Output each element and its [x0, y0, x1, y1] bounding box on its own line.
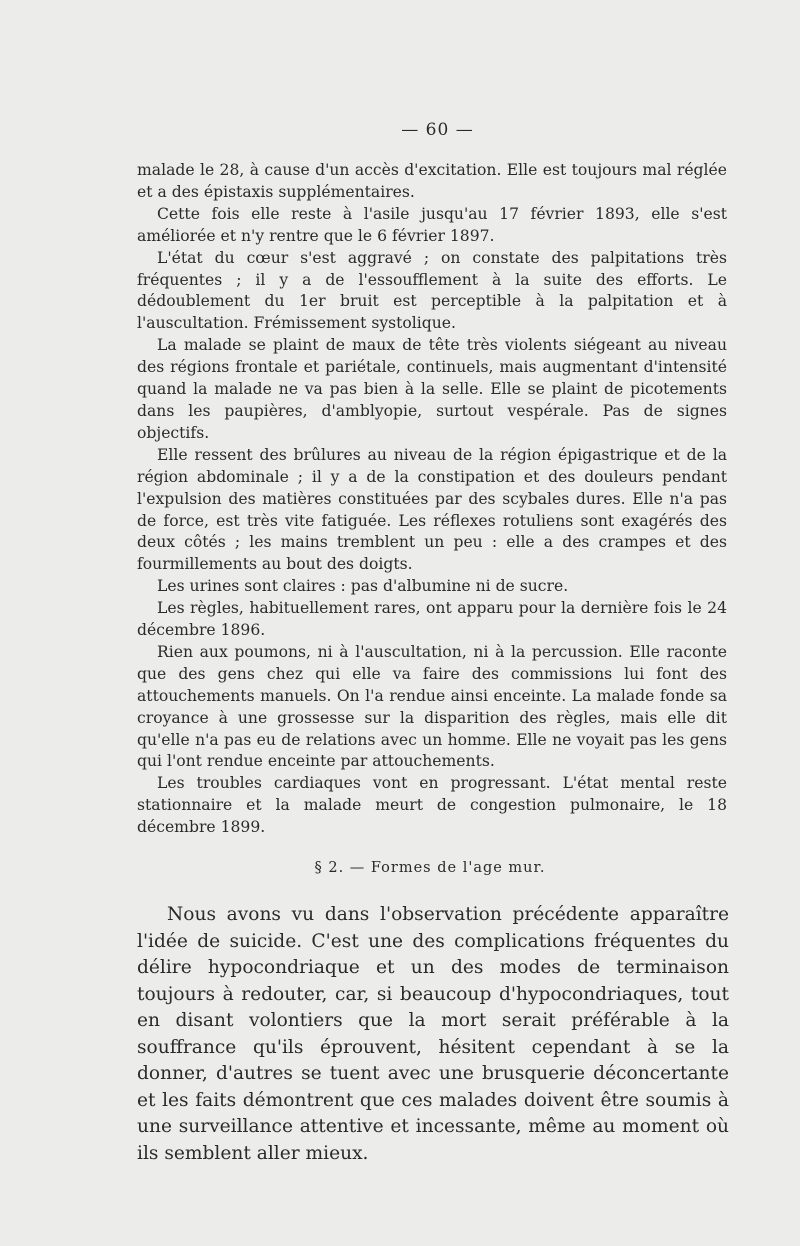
paragraph: Les règles, habituellement rares, ont apparu pour la dernière fois le 24 décembre 1896. [137, 599, 727, 640]
paragraph: Rien aux poumons, ni à l'auscultation, ni à la percussion. Elle raconte que des gens chez qui elle va faire des commissions lui font des attouchements manuels. On l'a rendue ainsi enceinte. La malade fonde sa croyance à une grossesse sur la disparition des règles, mais elle dit qu'elle n'a pas eu de relations avec un homme. Elle ne voyait pas les gens qui l'ont rendue enceinte par attouchements. [137, 642, 727, 771]
paragraph: Les troubles cardiaques vont en progressant. L'état mental reste stationnaire et la malade meurt de congestion pulmonaire, le 18 décembre 1899. [137, 774, 727, 837]
paragraph: Nous avons vu dans l'observation précédente apparaître l'idée de suicide. C'est une des complications fréquentes du délire hypocondriaque et un des modes de terminaison toujours à redouter, car, si beaucoup d'hypocondriaques, tout en disant volontiers que la mort serait préférable à la souffrance qu'ils éprouvent, hésitent cependant à se la donner, d'autres se tuent avec une brusquerie déconcertante et les faits démontrent que ces malades doivent être soumis à une surveillance attentive et incessante, même au moment où ils semblent aller mieux. [137, 904, 729, 1164]
paragraph: La malade se plaint de maux de tête très violents siégeant au niveau des régions frontale et pariétale, continuels, mais augmentant d'intensité quand la malade ne va pas bien à la selle. Elle se plaint de picotements dans les paupières, d'amblyopie, surtout vespérale. Pas de signes objectifs. [137, 336, 727, 442]
paragraph: Cette fois elle reste à l'asile jusqu'au 17 février 1893, elle s'est améliorée et n'y rentre que le 6 février 1897. [137, 204, 727, 245]
page-number: — 60 — [401, 120, 474, 140]
paragraph: malade le 28, à cause d'un accès d'excitation. Elle est toujours mal réglée et a des épistaxis supplémentaires. [137, 161, 727, 201]
main-text [137, 902, 729, 1167]
section-heading: § 2. — Formes de l'age mur. [314, 860, 546, 876]
paragraph: Elle ressent des brûlures au niveau de la région épigastrique et de la région abdominale ; il y a de la constipation et des douleurs pendant l'expulsion des matières constituées par des scybales dures. Elle n'a pas de force, est très vite fatiguée. Les réflexes rotuliens sont exagérés des deux côtés ; les mains tremblent un peu : elle a des crampes et des fourmillements au bout des doigts. [137, 445, 727, 574]
paragraph: Les urines sont claires : pas d'albumine ni de sucre. [157, 577, 569, 596]
observation-text [137, 160, 727, 839]
paragraph: L'état du cœur s'est aggravé ; on constate des palpitations très fréquentes ; il y a de l'essoufflement à la suite des efforts. Le dédoublement du 1er bruit est perceptible à la palpitation et à l'auscultation. Frémissement systolique. [137, 248, 727, 333]
